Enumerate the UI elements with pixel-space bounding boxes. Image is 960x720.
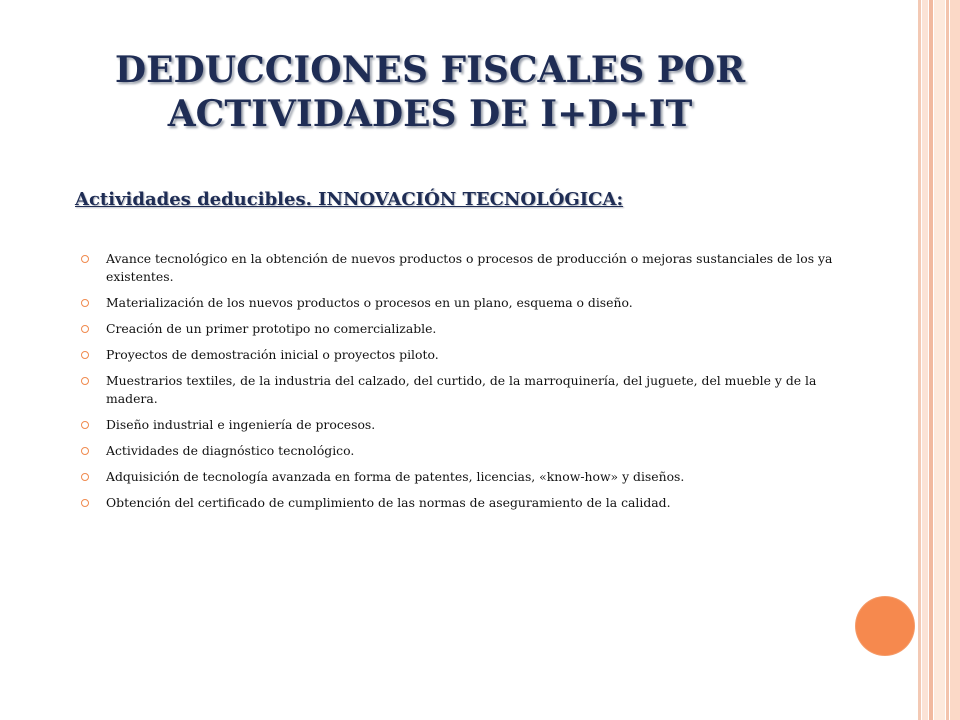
circle-bullet-icon	[81, 325, 89, 333]
list-item	[80, 372, 840, 408]
list-item-text: Actividades de diagnóstico tecnológico.	[106, 443, 355, 458]
title-line-2: ACTIVIDADES DE I+D+IT	[167, 93, 693, 135]
bullet-list	[80, 250, 840, 520]
list-item-text: Creación de un primer prototipo no comercializable.	[106, 321, 437, 336]
slide-title	[60, 48, 800, 136]
list-item-text: Avance tecnológico en la obtención de nuevos productos o procesos de producción o mejoras sustanciales de los ya existentes.	[106, 251, 833, 284]
decorative-stripe	[922, 0, 928, 720]
circle-bullet-icon	[81, 377, 89, 385]
circle-bullet-icon	[81, 421, 89, 429]
circle-bullet-icon	[81, 351, 89, 359]
list-item-text: Proyectos de demostración inicial o proyectos piloto.	[106, 347, 439, 362]
list-item-text: Obtención del certificado de cumplimiento de las normas de aseguramiento de la calidad.	[106, 495, 671, 510]
decorative-stripe	[929, 0, 933, 720]
list-item	[80, 416, 840, 434]
list-item-text: Adquisición de tecnología avanzada en forma de patentes, licencias, «know-how» y diseños.	[106, 469, 685, 484]
decorative-stripe	[950, 0, 960, 720]
circle-bullet-icon	[81, 499, 89, 507]
slide-subtitle: Actividades deducibles. INNOVACIÓN TECNOLÓGICA:	[75, 189, 624, 210]
decorative-stripe	[918, 0, 921, 720]
list-item	[80, 468, 840, 486]
circle-bullet-icon	[81, 473, 89, 481]
circle-bullet-icon	[81, 447, 89, 455]
decorative-stripe	[934, 0, 945, 720]
list-item	[80, 346, 840, 364]
circle-bullet-icon	[81, 255, 89, 263]
list-item-text: Muestrarios textiles, de la industria del calzado, del curtido, de la marroquinería, del juguete, del mueble y de la madera.	[106, 373, 817, 406]
list-item-text: Materialización de los nuevos productos o procesos en un plano, esquema o diseño.	[106, 295, 633, 310]
circle-bullet-icon	[81, 299, 89, 307]
list-item	[80, 442, 840, 460]
list-item-text: Diseño industrial e ingeniería de procesos.	[106, 417, 376, 432]
list-item	[80, 494, 840, 512]
orange-circle-decoration	[856, 597, 914, 655]
decorative-stripe	[946, 0, 949, 720]
list-item	[80, 250, 840, 286]
list-item	[80, 320, 840, 338]
list-item	[80, 294, 840, 312]
title-line-1: DEDUCCIONES FISCALES POR	[114, 49, 746, 91]
